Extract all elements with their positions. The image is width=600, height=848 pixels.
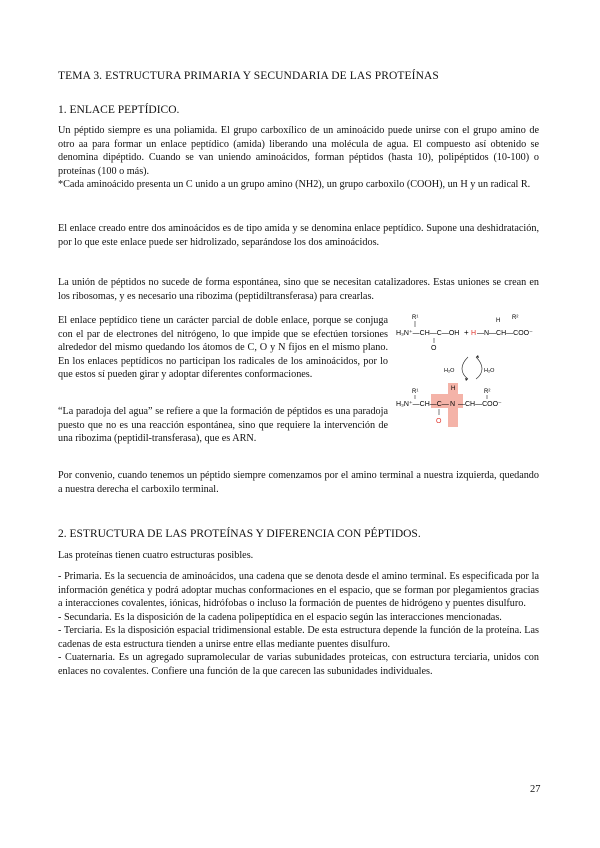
- dipeptide-left: H₃N⁺—CH—C—: [396, 401, 449, 408]
- paragraph-note: *Cada aminoácido presenta un C unido a un grupo amino (NH2), un grupo carboxilo (COOH), un H y un radical R.: [58, 179, 531, 190]
- water-label-right: H₂O: [484, 368, 495, 374]
- oxygen-red: O: [436, 418, 442, 425]
- list-item-secondary: - Secundaria. Es la disposición de la cadena polipeptídica en el espacio según las interacciones mencionadas.: [58, 611, 502, 623]
- water-label-left: H₂O: [444, 368, 455, 374]
- structure-list: [58, 570, 539, 678]
- amino-acid-1: H₃N⁺—CH—C—OH: [396, 330, 460, 337]
- plus-sign: +: [464, 328, 469, 337]
- paragraph-catalysts: La unión de péptidos no sucede de forma espontánea, sino que se necesitan catalizadores. Estas uniones se crean en los ribosomas, y es necesario una ribozima (peptidiltransferasa) para crearlas.: [58, 277, 539, 302]
- paragraph-water-paradox: “La paradoja del agua” se refiere a que la formación de péptidos es una paradoja puesto que no es una reacción espontánea, sino que requiere la intervención de una ribozima (peptidil-transferasa), que es ARN.: [58, 406, 388, 444]
- paragraph-peptide-definition: [58, 124, 539, 192]
- list-item-quaternary: - Cuaternaria. Es un agregado supramolecular de varias subunidades proteicas, con estructura terciaria, unidos con enlaces no covalentes. Confiere una función de la que carecen las subunidades individuales.: [58, 652, 539, 677]
- nitrogen-label: N: [450, 401, 456, 408]
- paragraph-double-bond: El enlace peptídico tiene un carácter parcial de doble enlace, porque se conjuga con el par de electrones del nitrógeno, lo que impide que se efectúen torsiones alrededor del mismo quedando los átomos de C, O y N fijos en el mismo plano. En los enlaces peptídicos no participan los radicales de los aminoácidos, por lo que estos sí pueden girar y adoptar diferentes conformaciones.: [58, 315, 388, 380]
- list-item-primary: - Primaria. Es la secuencia de aminoácidos, una cadena que se denota desde el amino terminal. Es especificada por la información genética y podrá adoptar muchas conformaciones en el espacio, que se forman por plegamientos gracias a interacciones covalentes, iónicas, hidrófobas o incluso la formación de puentes de hidrógeno y puentes disulfuro.: [58, 571, 539, 609]
- section-1-heading: 1. ENLACE PEPTÍDICO.: [58, 104, 180, 116]
- r1-label: R¹: [412, 389, 419, 395]
- reaction-arrow: [476, 357, 482, 379]
- oxygen-label: O: [431, 345, 437, 352]
- page-title: TEMA 3. ESTRUCTURA PRIMARIA Y SECUNDARIA DE LAS PROTEÍNAS: [58, 70, 439, 82]
- reaction-arrow: [462, 357, 468, 379]
- r2-label: R²: [484, 389, 491, 395]
- r1-label: R¹: [412, 315, 419, 321]
- section-2-heading: 2. ESTRUCTURA DE LAS PROTEÍNAS Y DIFERENCIA CON PÉPTIDOS.: [58, 528, 421, 540]
- paragraph-amide-bond: El enlace creado entre dos aminoácidos es de tipo amida y se denomina enlace peptídico. Supone una deshidratación, por lo que este enlace puede ser hidrolizado, separándose los dos aminoácidos.: [58, 223, 539, 248]
- hydrogen-bottom: H: [451, 386, 456, 392]
- dipeptide-right: —CH—COO⁻: [458, 401, 502, 408]
- paragraph-convention: Por convenio, cuando tenemos un péptido siempre comenzamos por el amino terminal a nuestra izquierda, quedando a nuestra derecha el carboxilo terminal.: [58, 470, 539, 495]
- list-item-tertiary: - Terciaria. Es la disposición espacial tridimensional estable. De esta estructura depende la función de la proteína. Las cadenas de esta estructura tienden a unirse entre ellas mediante puentes disulfuro.: [58, 625, 539, 650]
- hydrogen-top: H: [496, 318, 501, 324]
- peptide-bond-diagram: [396, 313, 556, 438]
- amino-acid-2: —N—CH—COO⁻: [477, 330, 533, 337]
- r2-label: R²: [512, 315, 519, 321]
- page-number: 27: [530, 784, 541, 795]
- paragraph-text: Un péptido siempre es una poliamida. El grupo carboxílico de un aminoácido puede unirse con el grupo amino de otro aa para formar un enlace peptídico (amida) liberando una molécula de agua. El compuesto así obtenido se denomina dipéptido. Cuando se van uniendo aminoácidos, forman péptidos (hasta 10), polipéptidos (10-100) o proteínas (100 o más).: [58, 125, 539, 177]
- hydrogen-red: H: [471, 330, 477, 337]
- paragraph-structures-intro: Las proteínas tienen cuatro estructuras posibles.: [58, 550, 254, 561]
